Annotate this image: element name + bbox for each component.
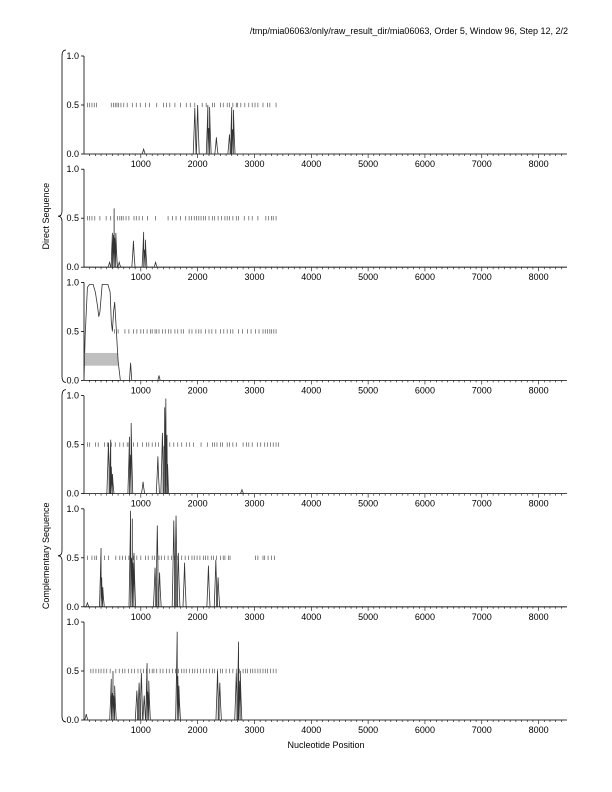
x-tick-label: 2000: [187, 385, 208, 396]
y-tick-label: 0.0: [66, 601, 79, 612]
x-tick-label: 1000: [130, 611, 151, 622]
signal-line: [84, 208, 567, 267]
x-tick-label: 6000: [414, 272, 435, 283]
x-tick-label: 7000: [471, 159, 492, 169]
y-tick-label: 0.5: [66, 552, 79, 563]
x-tick-label: 4000: [301, 611, 322, 622]
x-tick-label: 5000: [358, 272, 379, 283]
x-tick-label: 2000: [187, 611, 208, 622]
x-tick-label: 7000: [471, 498, 492, 509]
signal-line: [84, 511, 567, 607]
y-tick-label: 0.0: [66, 488, 79, 499]
x-tick-label: 8000: [528, 272, 549, 283]
x-tick-label: 6000: [414, 159, 435, 169]
x-tick-label: 8000: [528, 159, 549, 169]
y-tick-label: 0.5: [66, 213, 79, 224]
panel-4: [66, 391, 567, 509]
panel-1: [66, 51, 567, 169]
x-tick-label: 4000: [301, 498, 322, 509]
y-tick-label: 0.5: [66, 666, 79, 676]
x-tick-label: 1000: [130, 385, 151, 396]
y-tick-label: 0.5: [66, 326, 79, 337]
y-tick-label: 0.5: [66, 100, 79, 110]
x-tick-label: 4000: [301, 385, 322, 396]
panels: [66, 51, 567, 735]
x-tick-label: 1000: [130, 725, 151, 735]
group-label: Direct Sequence: [41, 182, 51, 250]
bracket: [58, 50, 66, 382]
group-brackets: [41, 50, 66, 722]
x-tick-label: 5000: [358, 385, 379, 396]
panel-3: [66, 277, 567, 395]
x-tick-label: 2000: [187, 272, 208, 283]
y-tick-label: 1.0: [66, 277, 79, 288]
y-tick-label: 1.0: [66, 390, 79, 401]
panel-6: [66, 617, 567, 735]
x-tick-label: 3000: [244, 611, 265, 622]
x-tick-label: 6000: [414, 385, 435, 396]
x-tick-label: 3000: [244, 385, 265, 396]
group-label: Complementary Sequence: [41, 502, 51, 610]
x-tick-label: 4000: [301, 272, 322, 283]
y-tick-label: 1.0: [66, 617, 79, 627]
x-tick-label: 3000: [244, 272, 265, 283]
x-tick-label: 5000: [358, 498, 379, 509]
shaded-band: [84, 353, 118, 366]
group-bracket-1: [41, 50, 66, 382]
y-tick-label: 0.0: [66, 149, 79, 159]
x-tick-label: 1000: [130, 159, 151, 169]
panel-2: [66, 164, 567, 282]
x-tick-label: 8000: [528, 498, 549, 509]
x-tick-label: 8000: [528, 385, 549, 396]
x-tick-label: 6000: [414, 611, 435, 622]
x-tick-label: 2000: [187, 498, 208, 509]
x-tick-label: 5000: [358, 159, 379, 169]
x-tick-label: 6000: [414, 725, 435, 735]
y-tick-label: 0.5: [66, 439, 79, 450]
x-tick-label: 2000: [187, 725, 208, 735]
x-tick-label: 5000: [358, 725, 379, 735]
plot-title: /tmp/mia06063/only/raw_result_dir/mia06063, Order 5, Window 96, Step 12, 2/2: [249, 26, 568, 36]
bracket: [58, 390, 66, 722]
y-tick-label: 0.0: [66, 375, 79, 386]
group-bracket-2: [41, 390, 66, 722]
x-tick-label: 8000: [528, 725, 549, 735]
x-tick-label: 4000: [301, 725, 322, 735]
y-tick-label: 0.0: [66, 262, 79, 273]
x-tick-label: 7000: [471, 272, 492, 283]
signal-line: [84, 632, 567, 720]
x-axis-label: Nucleotide Position: [287, 740, 365, 750]
panel-5: [66, 504, 567, 622]
y-tick-label: 0.0: [66, 715, 79, 725]
x-tick-label: 7000: [471, 611, 492, 622]
x-tick-label: 1000: [130, 272, 151, 283]
y-tick-label: 1.0: [66, 503, 79, 514]
y-tick-label: 1.0: [66, 164, 79, 175]
x-tick-label: 7000: [471, 385, 492, 396]
x-tick-label: 3000: [244, 725, 265, 735]
x-tick-label: 2000: [187, 159, 208, 169]
x-tick-label: 5000: [358, 611, 379, 622]
signal-line: [84, 105, 567, 154]
x-tick-label: 6000: [414, 498, 435, 509]
signal-line: [84, 399, 567, 494]
x-tick-label: 1000: [130, 498, 151, 509]
y-tick-label: 1.0: [66, 51, 79, 61]
x-tick-label: 3000: [244, 498, 265, 509]
x-tick-label: 3000: [244, 159, 265, 169]
x-tick-label: 4000: [301, 159, 322, 169]
x-tick-label: 7000: [471, 725, 492, 735]
x-tick-label: 8000: [528, 611, 549, 622]
